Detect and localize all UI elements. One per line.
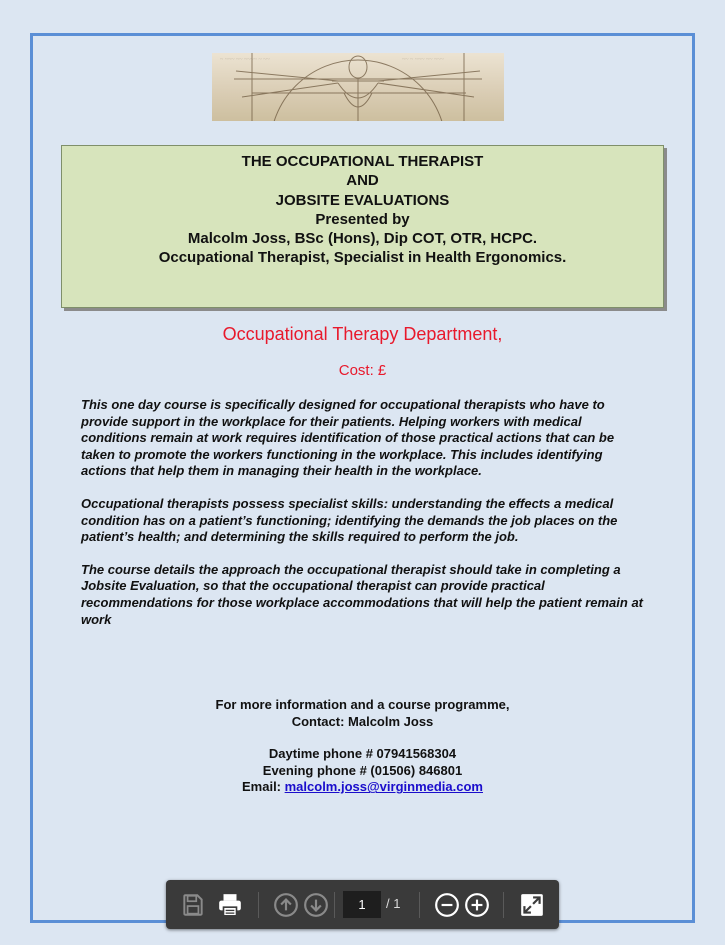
zoom-in-button[interactable] [464,892,490,918]
print-button[interactable] [217,892,243,918]
zoom-out-button[interactable] [434,892,460,918]
save-icon [180,892,206,918]
daytime-phone: Daytime phone # 07941568304 [268,746,457,762]
course-title-box [61,145,664,308]
email-link[interactable]: malcolm.joss@virginmedia.com [284,779,483,795]
title-line-2: AND [346,172,379,190]
document-page [30,33,695,923]
page-up-icon [273,892,299,918]
description-paragraph: The course details the approach the occupational therapist should take in completing a Jobsite Evaluation, so that the occupational therapist can provide practical recommendations for those workplace accommodations that will help the patient remain at work [81,561,644,627]
email-line [33,779,692,796]
next-page-button[interactable] [303,892,329,918]
page-down-icon [303,892,329,918]
title-line-1: THE OCCUPATIONAL THERAPIST [241,153,484,170]
presenter-name: Malcolm Joss, BSc (Hons), Dip COT, OTR, HCPC. [187,230,538,248]
pdf-viewer-toolbar [166,880,559,929]
contact-section [33,697,692,796]
print-icon [217,892,243,918]
email-label: Email: [242,779,285,795]
more-info-line: For more information and a course programme, [215,697,510,712]
page-total: / 1 [386,896,401,911]
svg-text:~ ~~~ ~~ ~~~~ ~ ~~: ~ ~~~ ~~ ~~~~ ~ ~~ [220,57,270,63]
description-paragraph: This one day course is specifically designed for occupational therapists who have to provide support in the workplace for their patients. Helping workers with medical conditions remain at work requires identification of those practical actions that can be taken to promote the workers functioning in the workplace. This includes identifying actions that help them in managing their health in the workplace. [81,397,615,479]
zoom-out-icon [434,892,460,918]
page-number-input[interactable] [343,891,381,918]
presenter-role: Occupational Therapist, Specialist in Health Ergonomics. [158,249,567,267]
previous-page-button[interactable] [273,892,299,918]
fit-page-button[interactable] [519,892,545,918]
description-paragraph: Occupational therapists possess specialist skills: understanding the effects a medical condition has on a patient’s functioning; identifying the demands the job places on the patient’s health; and determining the skills required to perform the job. [81,495,618,545]
title-line-3: JOBSITE EVALUATIONS [275,191,450,209]
course-description [81,397,646,644]
cost-line: Cost: £ [338,362,387,379]
zoom-in-icon [464,892,490,918]
fit-page-icon [519,892,545,918]
svg-text:~~ ~ ~~~ ~~ ~~~: ~~ ~ ~~~ ~~ ~~~ [402,57,444,63]
evening-phone: Evening phone # (01506) 846801 [262,762,463,778]
save-button[interactable] [180,892,206,918]
contact-name-line: Contact: Malcolm Joss [291,713,434,729]
presented-by: Presented by [315,210,410,228]
department-heading: Occupational Therapy Department, [222,324,503,344]
vitruvian-man-image [212,53,504,121]
